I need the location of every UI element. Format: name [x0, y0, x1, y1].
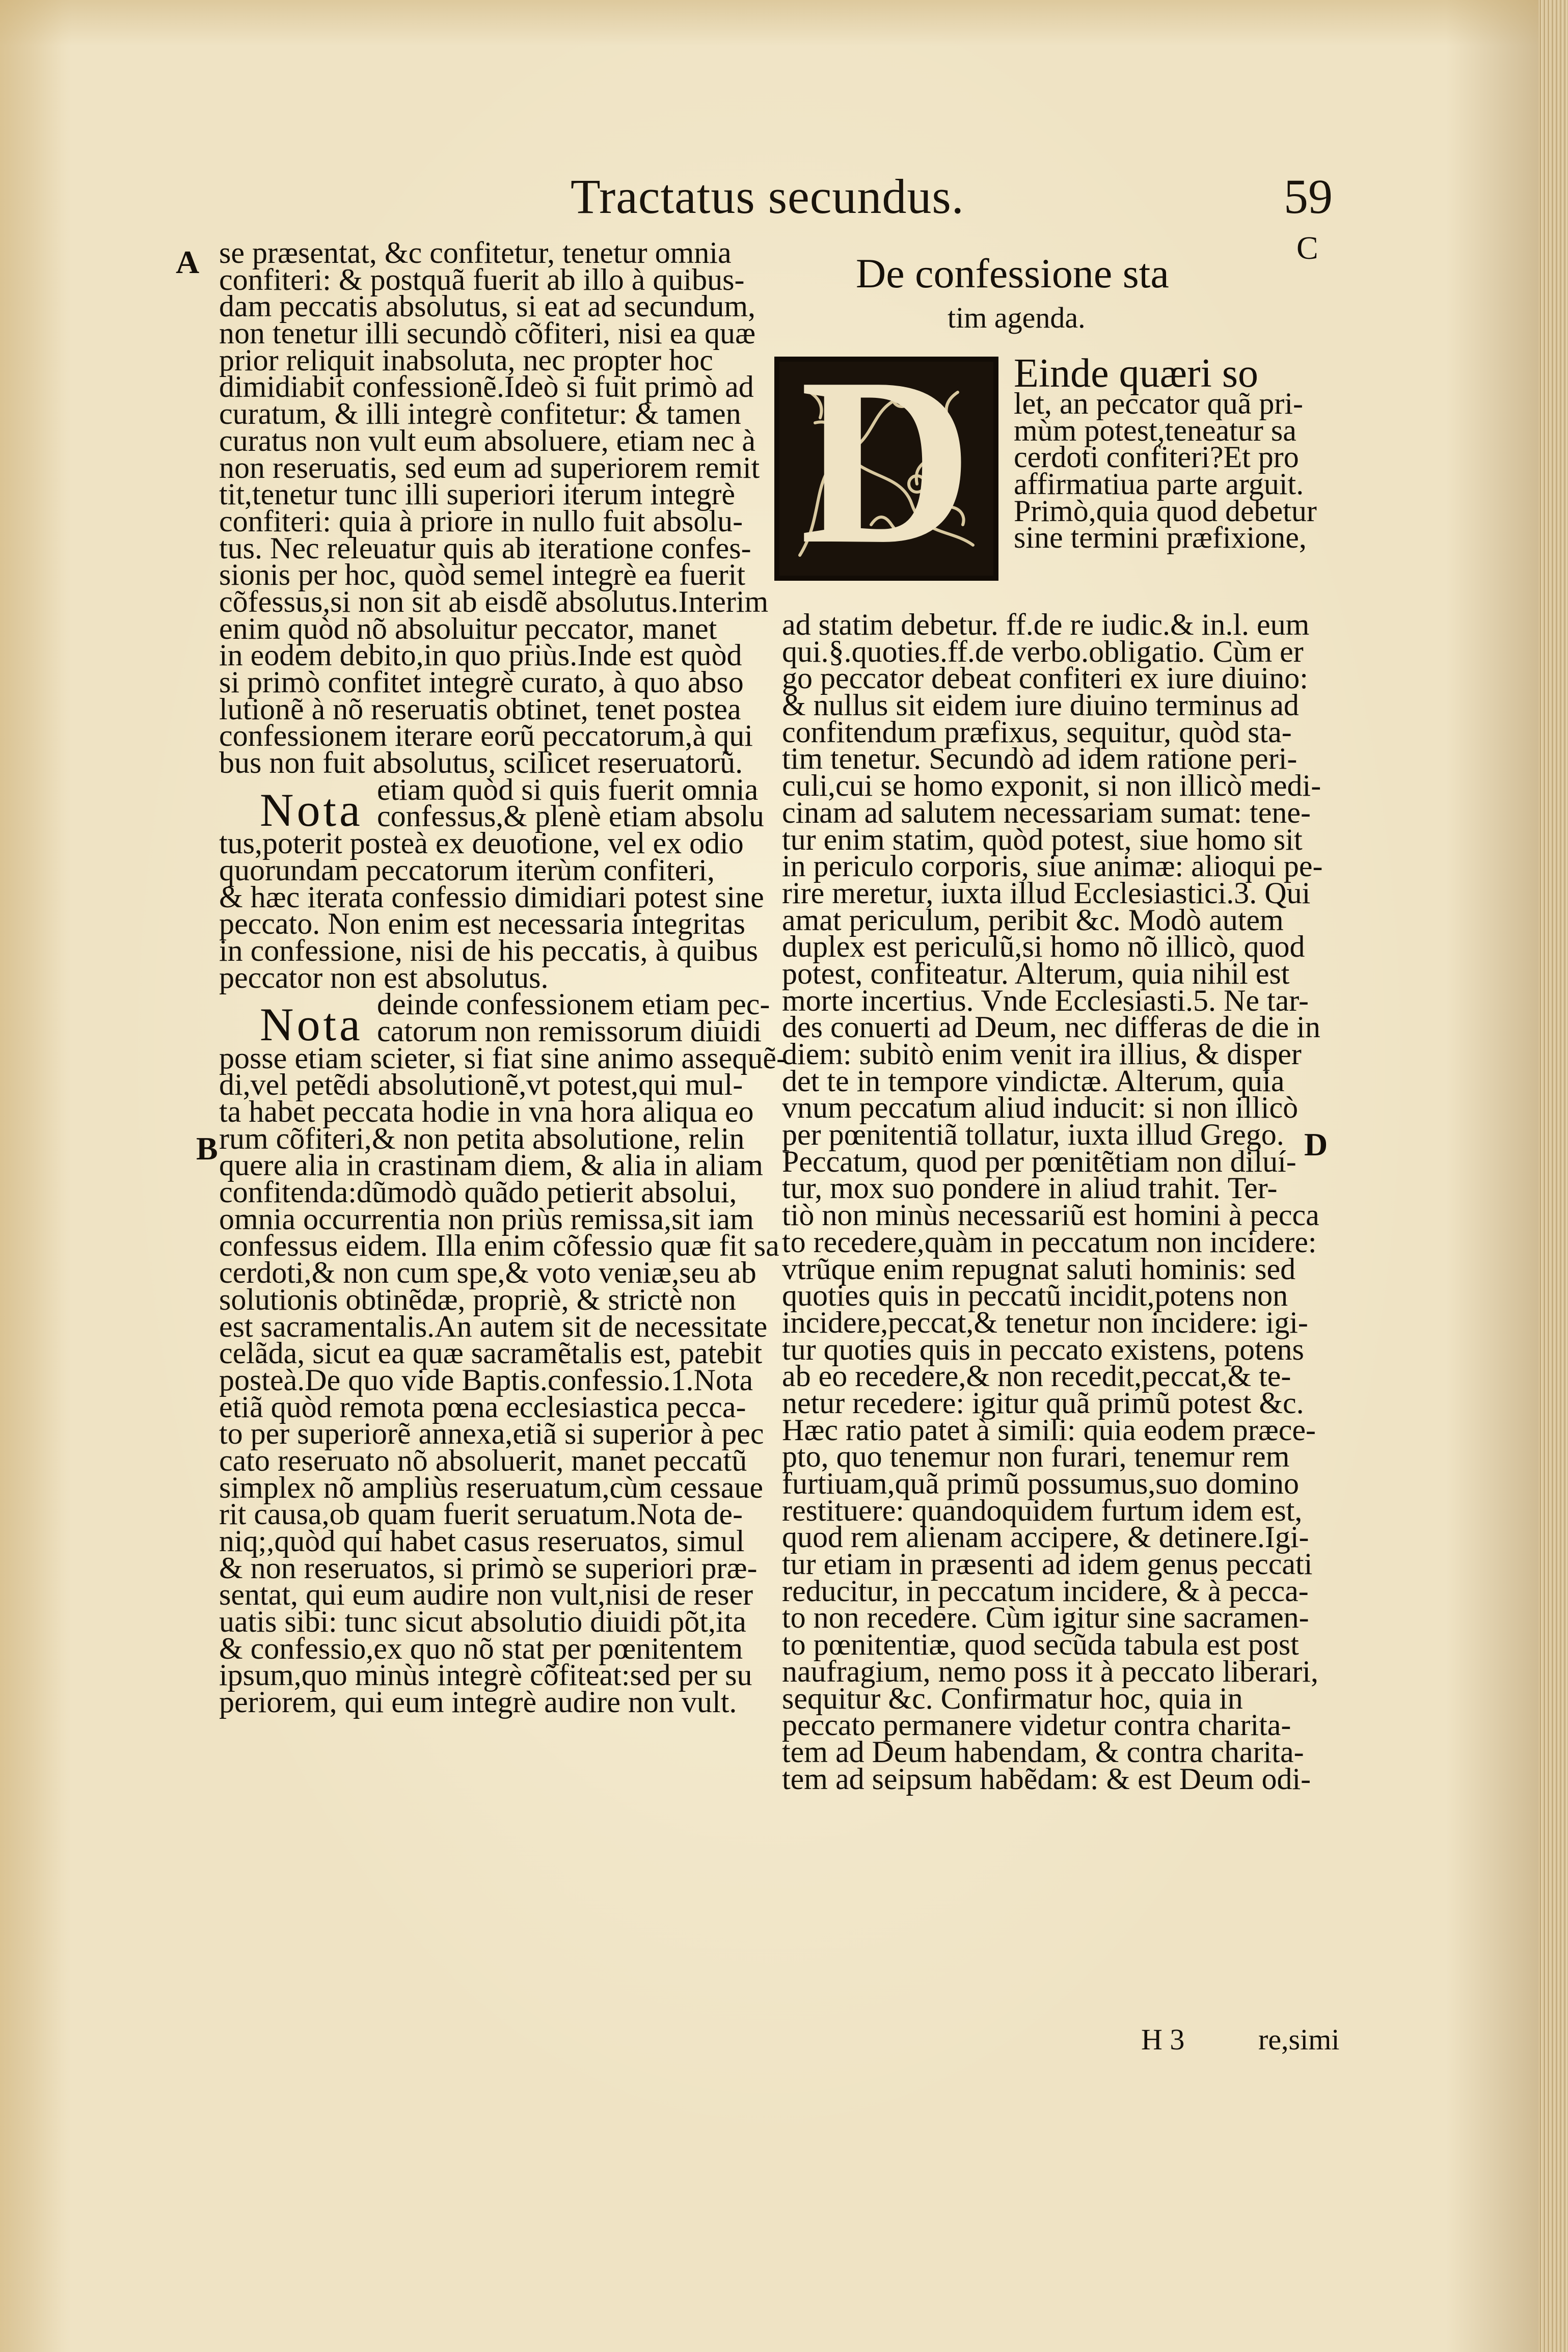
- text-line: duplex est periculũ,si homo nõ illicò, quod: [782, 930, 1305, 964]
- text-line: confessionem iterare eorũ peccatorum,à qui: [219, 719, 753, 753]
- nota-heading-2: Nota: [260, 998, 363, 1051]
- text-line: mùm potest,teneatur sa: [1014, 413, 1296, 447]
- section-heading-line-2: tim agenda.: [948, 301, 1086, 334]
- text-line: bus non fuit absolutus, scilicet reseruatorũ.: [219, 746, 743, 780]
- margin-letter-d: D: [1304, 1126, 1328, 1163]
- text-line: peccato. Non enim est necessaria integritas: [219, 907, 745, 941]
- text-line: dam peccatis absolutus, si eat ad secundum,: [219, 289, 756, 323]
- text-line: se præsentat, &c confitetur, tenetur omnia: [219, 236, 732, 269]
- text-line: non tenetur illi secundò cõfiteri, nisi ea quæ: [219, 316, 756, 350]
- text-line: & hæc iterata confessio dimidiari potest sine: [219, 880, 764, 914]
- text-line: sionis per hoc, quòd semel integrè ea fuerit: [219, 558, 746, 592]
- text-line: deinde confessionem etiam pec-: [377, 987, 770, 1021]
- text-line: netur recedere: igitur quã primũ potest &c.: [782, 1386, 1304, 1420]
- text-line: enim quòd nõ absoluitur peccator, manet: [219, 611, 717, 645]
- text-line: posse etiam scieter, si fiat sine animo assequẽ-: [219, 1041, 787, 1075]
- text-line: quoties quis in peccatũ incidit,potens non: [782, 1279, 1288, 1313]
- folio-number: 59: [1284, 169, 1333, 224]
- text-line: des conuerti ad Deum, nec differas de die in: [782, 1010, 1320, 1044]
- text-line: naufragium, nemo poss it à peccato liberari,: [782, 1654, 1318, 1688]
- text-line: & non reseruatos, si primò se superiori præ-: [219, 1551, 758, 1585]
- text-line: posteà.De quo vide Baptis.confessio.1.Nota: [219, 1363, 753, 1397]
- text-line: quorundam peccatorum iterùm confiteri,: [219, 853, 715, 887]
- text-line: rum cõfiteri,& non petita absolutione, relin: [219, 1121, 745, 1155]
- text-line: tem ad Deum habendam, & contra charita-: [782, 1735, 1304, 1769]
- text-line: & confessio,ex quo nõ stat per pœnitentem: [219, 1631, 743, 1665]
- nota-block-2: [219, 987, 770, 1051]
- text-line: uatis sibi: tunc sicut absolutio diuidi põt,ita: [219, 1605, 746, 1639]
- text-line: sentat, qui eum audire non vult,nisi de reser: [219, 1578, 753, 1612]
- text-line: vnum peccatum aliud inducit: si non illicò: [782, 1091, 1299, 1125]
- text-line: potest, confiteatur. Alterum, quia nihil est: [782, 956, 1290, 990]
- text-line: amat periculum, peribit &c. Modò autem: [782, 903, 1284, 937]
- text-line: let, an peccator quã pri-: [1014, 387, 1304, 420]
- text-line: qui.§.quoties.ff.de verbo.obligatio. Cùm er: [782, 634, 1304, 668]
- text-line: ta habet peccata hodie in vna hora aliqua eo: [219, 1095, 754, 1128]
- margin-letter-a: A: [176, 244, 200, 280]
- text-line: ad statim debetur. ff.de re iudic.& in.l. eum: [782, 608, 1310, 641]
- page-stain-top: [0, 0, 1538, 46]
- text-line: quere alia in crastinam diem, & alia in aliam: [219, 1148, 763, 1182]
- right-column-body: [782, 608, 1337, 1796]
- left-paragraph-2: [219, 826, 769, 994]
- text-line: in eodem debito,in quo priùs.Inde est quòd: [219, 638, 742, 672]
- text-line: go peccator debeat confiteri ex iure diuino:: [782, 661, 1308, 695]
- text-line: tur quoties quis in peccato existens, potens: [782, 1332, 1304, 1366]
- left-paragraph-3: [219, 1041, 787, 1719]
- text-line: confiteri: & postquã fuerit ab illo à quibus-: [219, 262, 745, 296]
- text-line: cinam ad salutem necessariam sumat: tene-: [782, 795, 1311, 829]
- text-line: tus. Nec releuatur quis ab iteratione confes-: [219, 531, 751, 565]
- text-line: curatus non vult eum absoluere, etiam nec à: [219, 423, 755, 457]
- text-line: Einde quæri so: [1014, 351, 1258, 396]
- text-line: est sacramentalis.An autem sit de necessitate: [219, 1309, 768, 1343]
- text-line: sine termini præfixione,: [1014, 521, 1307, 555]
- text-line: cato reseruato nõ absoluerit, manet peccatũ: [219, 1443, 747, 1477]
- text-line: affirmatiua parte arguit.: [1014, 467, 1304, 501]
- text-line: pto, quo tenemur non furari, tenemur rem: [782, 1440, 1290, 1474]
- text-line: catorum non remissorum diuidi: [377, 1014, 762, 1048]
- text-line: lutionẽ à nõ reseruatis obtinet, tenet postea: [219, 692, 741, 726]
- text-line: restituere: quandoquidem furtum idem est,: [782, 1493, 1303, 1527]
- decorated-initial-d: [774, 328, 998, 593]
- text-line: prior reliquit inabsoluta, nec propter hoc: [219, 343, 713, 377]
- text-line: to per superiorẽ annexa,etiã si superior à pec: [219, 1417, 764, 1451]
- text-line: & nullus sit eidem iure diuino terminus ad: [782, 688, 1299, 722]
- text-line: etiam quòd si quis fuerit omnia: [377, 772, 759, 806]
- text-line: peccato permanere videtur contra charita-: [782, 1708, 1291, 1742]
- text-line: det te in tempore vindictæ. Alterum, quia: [782, 1064, 1285, 1098]
- initial-letter: D: [800, 328, 973, 593]
- right-column: [782, 608, 1337, 1796]
- text-line: diem: subitò enim venit ira illius, & disper: [782, 1037, 1302, 1071]
- text-line: in confessione, nisi de his peccatis, à quibus: [219, 933, 759, 967]
- text-line: non reseruatis, sed eum ad superiorem remit: [219, 450, 760, 484]
- margin-letter-c: C: [1296, 230, 1318, 266]
- text-line: tur enim statim, quòd potest, siue homo sit: [782, 822, 1303, 856]
- text-line: di,vel petẽdi absolutionẽ,vt potest,qui mul-: [219, 1068, 743, 1102]
- text-line: rit causa,ob quam fuerit seruatum.Nota de-: [219, 1497, 743, 1531]
- text-line: Primò,quia quod debetur: [1014, 494, 1317, 528]
- text-line: confessus,& plenè etiam absolu: [377, 799, 764, 833]
- text-line: tit,tenetur tunc illi superiori iterum integrè: [219, 477, 736, 511]
- text-line: periorem, qui eum integrè audire non vult.: [219, 1685, 737, 1719]
- text-line: simplex nõ ampliùs reseruatum,cùm cessaue: [219, 1470, 764, 1504]
- text-line: curatum, & illi integrè confitetur: & tamen: [219, 397, 741, 431]
- text-line: culi,cui se homo exponit, si non illicò medi-: [782, 769, 1321, 803]
- left-paragraph-1: [219, 236, 769, 780]
- text-line: morte incertius. Vnde Ecclesiasti.5. Ne tar-: [782, 983, 1309, 1017]
- text-line: furtiuam,quã primũ possumus,suo domino: [782, 1467, 1299, 1500]
- text-line: dimidiabit confessionẽ.Ideò si fuit primò ad: [219, 370, 754, 404]
- text-line: si primò confitet integrè curato, à quo abso: [219, 665, 744, 699]
- text-line: omnia occurrentia non priùs remissa,sit iam: [219, 1202, 754, 1236]
- section-heading: De confessione sta: [856, 250, 1169, 296]
- nota-heading-1: Nota: [260, 783, 363, 836]
- text-line: in periculo corporis, siue animæ: alioqui pe-: [782, 849, 1323, 883]
- text-line: tur etiam in præsenti ad idem genus peccati: [782, 1547, 1313, 1581]
- text-line: cerdoti confiteri?Et pro: [1014, 440, 1299, 474]
- text-line: confessus eidem. Illa enim cõfessio quæ fit sa: [219, 1229, 779, 1263]
- text-line: vtrũque enim repugnat saluti hominis: sed: [782, 1252, 1296, 1286]
- text-line: tim tenetur. Secundò ad idem ratione peri-: [782, 742, 1297, 776]
- text-line: peccator non est absolutus.: [219, 960, 549, 994]
- text-line: reducitur, in peccatum incidere, & à pecca-: [782, 1574, 1309, 1608]
- text-line: cõfessus,si non sit ab eisdẽ absolutus.Interim: [219, 584, 769, 618]
- text-line: incidere,peccat,& tenetur non incidere: igi-: [782, 1305, 1308, 1339]
- text-line: etiã quòd remota pœna ecclesiastica pecca-: [219, 1390, 746, 1424]
- text-line: tem ad seipsum habẽdam: & est Deum odi-: [782, 1762, 1311, 1796]
- text-line: tur, mox suo pondere in aliud trahit. Ter-: [782, 1171, 1278, 1205]
- catchword: re,simi: [1258, 2023, 1340, 2056]
- signature-mark: H 3: [1141, 2023, 1185, 2056]
- text-line: to recedere,quàm in peccatum non incidere:: [782, 1225, 1317, 1259]
- margin-letter-b: B: [196, 1130, 218, 1167]
- book-fore-edge: [1538, 0, 1568, 2352]
- text-line: tus,poterit posteà ex deuotione, vel ex odio: [219, 826, 744, 860]
- text-line: celãda, sicut ea quæ sacramẽtalis est, patebit: [219, 1336, 763, 1370]
- page-stain-left: [0, 0, 71, 2352]
- text-line: per pœnitentiã tollatur, iuxta illud Grego.: [782, 1118, 1284, 1152]
- left-column: [219, 236, 787, 1719]
- text-line: ab eo recedere,& non recedit,peccat,& te-: [782, 1359, 1291, 1393]
- text-line: ipsum,quo minùs integrè cõfiteat:sed per su: [219, 1658, 752, 1692]
- text-line: confiteri: quia à priore in nullo fuit absolu-: [219, 504, 743, 538]
- text-line: solutionis obtinẽdæ, propriè, & strictè non: [219, 1282, 736, 1316]
- text-line: Hæc ratio patet à simili: quia eodem præce-: [782, 1413, 1316, 1447]
- text-beside-initial: [1014, 351, 1340, 555]
- text-line: Peccatum, quod per pœnitẽtiam non diluí-: [782, 1144, 1296, 1178]
- text-line: to non recedere. Cùm igitur sine sacramen-: [782, 1601, 1309, 1635]
- text-line: quod rem alienam accipere, & detinere.Igi-: [782, 1520, 1309, 1554]
- text-line: confitendum præfixus, sequitur, quòd sta-: [782, 715, 1292, 749]
- nota-block-1: [219, 772, 769, 836]
- text-line: cerdoti,& non cum spe,& voto veniæ,seu ab: [219, 1256, 756, 1290]
- text-line: sequitur &c. Confirmatur hoc, quia in: [782, 1681, 1243, 1715]
- text-line: rire meretur, iuxta illud Ecclesiastici.3. Qui: [782, 876, 1311, 910]
- text-line: niq;,quòd qui habet casus reseruatos, simul: [219, 1524, 745, 1558]
- text-line: tiò non minùs necessariũ est homini à pecca: [782, 1198, 1319, 1232]
- text-line: confitenda:dũmodò quãdo petierit absolui,: [219, 1175, 737, 1209]
- text-line: to pœnitentiæ, quod secũda tabula est post: [782, 1628, 1299, 1662]
- running-title: Tractatus secundus.: [571, 169, 964, 224]
